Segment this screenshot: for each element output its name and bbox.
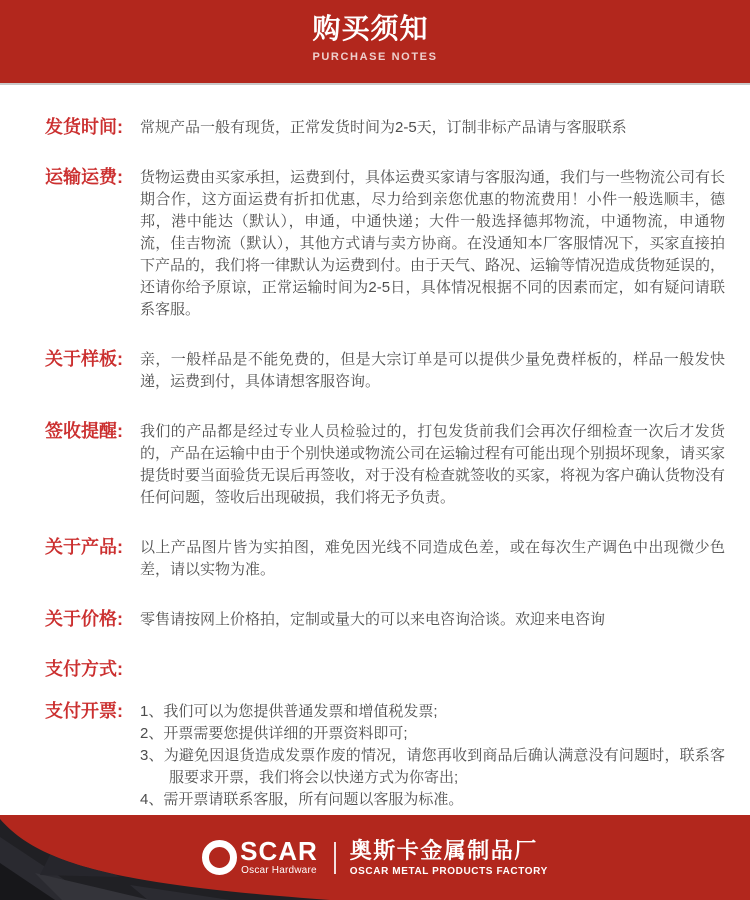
oscar-logo-tagline: Oscar Hardware bbox=[241, 865, 317, 876]
oscar-logo-text-block bbox=[240, 836, 318, 876]
section-receipt-reminder bbox=[45, 420, 725, 509]
section-label: 运输运费: bbox=[45, 167, 123, 187]
factory-name-block bbox=[350, 839, 548, 877]
factory-name-chinese: 奥斯卡金属制品厂 bbox=[349, 837, 538, 863]
section-text bbox=[140, 658, 725, 680]
section-payment-method bbox=[45, 658, 725, 680]
header-banner bbox=[0, 0, 750, 85]
notes-content bbox=[0, 85, 750, 811]
section-text: 亲，一般样品是不能免费的，但是大宗订单是可以提供少量免费样板的，样品一般发快递，运费到付，具体请想客服咨询。 bbox=[140, 351, 725, 390]
oscar-logo-wordmark: SCAR bbox=[240, 836, 318, 866]
section-label: 关于价格: bbox=[45, 609, 123, 629]
invoice-list bbox=[140, 700, 725, 811]
invoice-list-item: 1、我们可以为您提供普通发票和增值税发票; bbox=[140, 703, 438, 720]
header-title-block bbox=[312, 0, 437, 63]
section-shipping-freight bbox=[45, 166, 725, 321]
invoice-list-item: 3、为避免因退货造成发票作废的情况，请您再收到商品后确认满意没有问题时，联系客服要求开票，我们将会以快递方式为你寄出; bbox=[140, 747, 725, 786]
section-label: 关于产品: bbox=[45, 537, 123, 557]
section-shipping-time bbox=[45, 116, 725, 139]
section-text: 我们的产品都是经过专业人员检验过的，打包发货前我们会再次仔细检查一次后才发货的，产品在运输中由于个别快递或物流公司在运输过程有可能出现个别损坏现象，请买家提货时要当面验货无误后再签收，对于没有检查就签收的买家，将视为客户确认货物没有任何问题，签收后出现破损，我们将无予负责。 bbox=[140, 423, 726, 506]
section-label: 支付开票: bbox=[45, 701, 123, 721]
section-text: 货物运费由买家承担，运费到付，具体运费买家请与客服沟通，我们与一些物流公司有长期合作，这方面运费有折扣优惠，尽力给到亲您优惠的物流费用！小件一般选顺丰，德邦，港中能达（默认），申通，中通快递；大件一般选择德邦物流，中通物流，申通物流，佳吉物流（默认），其他方式请与卖方协商。在没通知本厂客服情况下，买家直接拍下产品的，我们将一律默认为运费到付。由于天气、路况、运输等情况造成货物延误的，还请你给予原谅，正常运输时间为2-5日，具体情况根据不同的因素而定，如有疑问请联系客服。 bbox=[140, 169, 726, 318]
invoice-list-item: 4、需开票请联系客服，所有问题以客服为标准。 bbox=[140, 791, 464, 808]
section-text: 以上产品图片皆为实拍图，难免因光线不同造成色差，或在每次生产调色中出现微少色差，请以实物为准。 bbox=[140, 539, 725, 578]
section-text: 常规产品一般有现货，正常发货时间为2-5天，订制非标产品请与客服联系 bbox=[140, 119, 627, 136]
page-title: 购买须知 bbox=[312, 13, 429, 44]
footer-content bbox=[0, 815, 750, 900]
oscar-logo bbox=[202, 836, 318, 876]
section-label: 发货时间: bbox=[45, 117, 123, 137]
section-about-price bbox=[45, 608, 725, 631]
invoice-list-item: 2、开票需要您提供详细的开票资料即可; bbox=[140, 725, 408, 742]
section-text: 零售请按网上价格拍，定制或量大的可以来电咨询洽谈。欢迎来电咨询 bbox=[140, 611, 606, 628]
page-subtitle: PURCHASE NOTES bbox=[312, 51, 438, 63]
factory-name-english: OSCAR METAL PRODUCTS FACTORY bbox=[349, 865, 548, 877]
section-about-products bbox=[45, 536, 725, 581]
section-label: 签收提醒: bbox=[45, 421, 123, 441]
section-payment-invoice bbox=[45, 700, 725, 811]
footer-brand-bar bbox=[0, 815, 750, 900]
footer-divider bbox=[334, 842, 336, 874]
section-label: 关于样板: bbox=[45, 349, 123, 369]
section-label: 支付方式: bbox=[45, 659, 123, 679]
oscar-logo-o-icon bbox=[202, 840, 237, 875]
section-about-samples bbox=[45, 348, 725, 393]
